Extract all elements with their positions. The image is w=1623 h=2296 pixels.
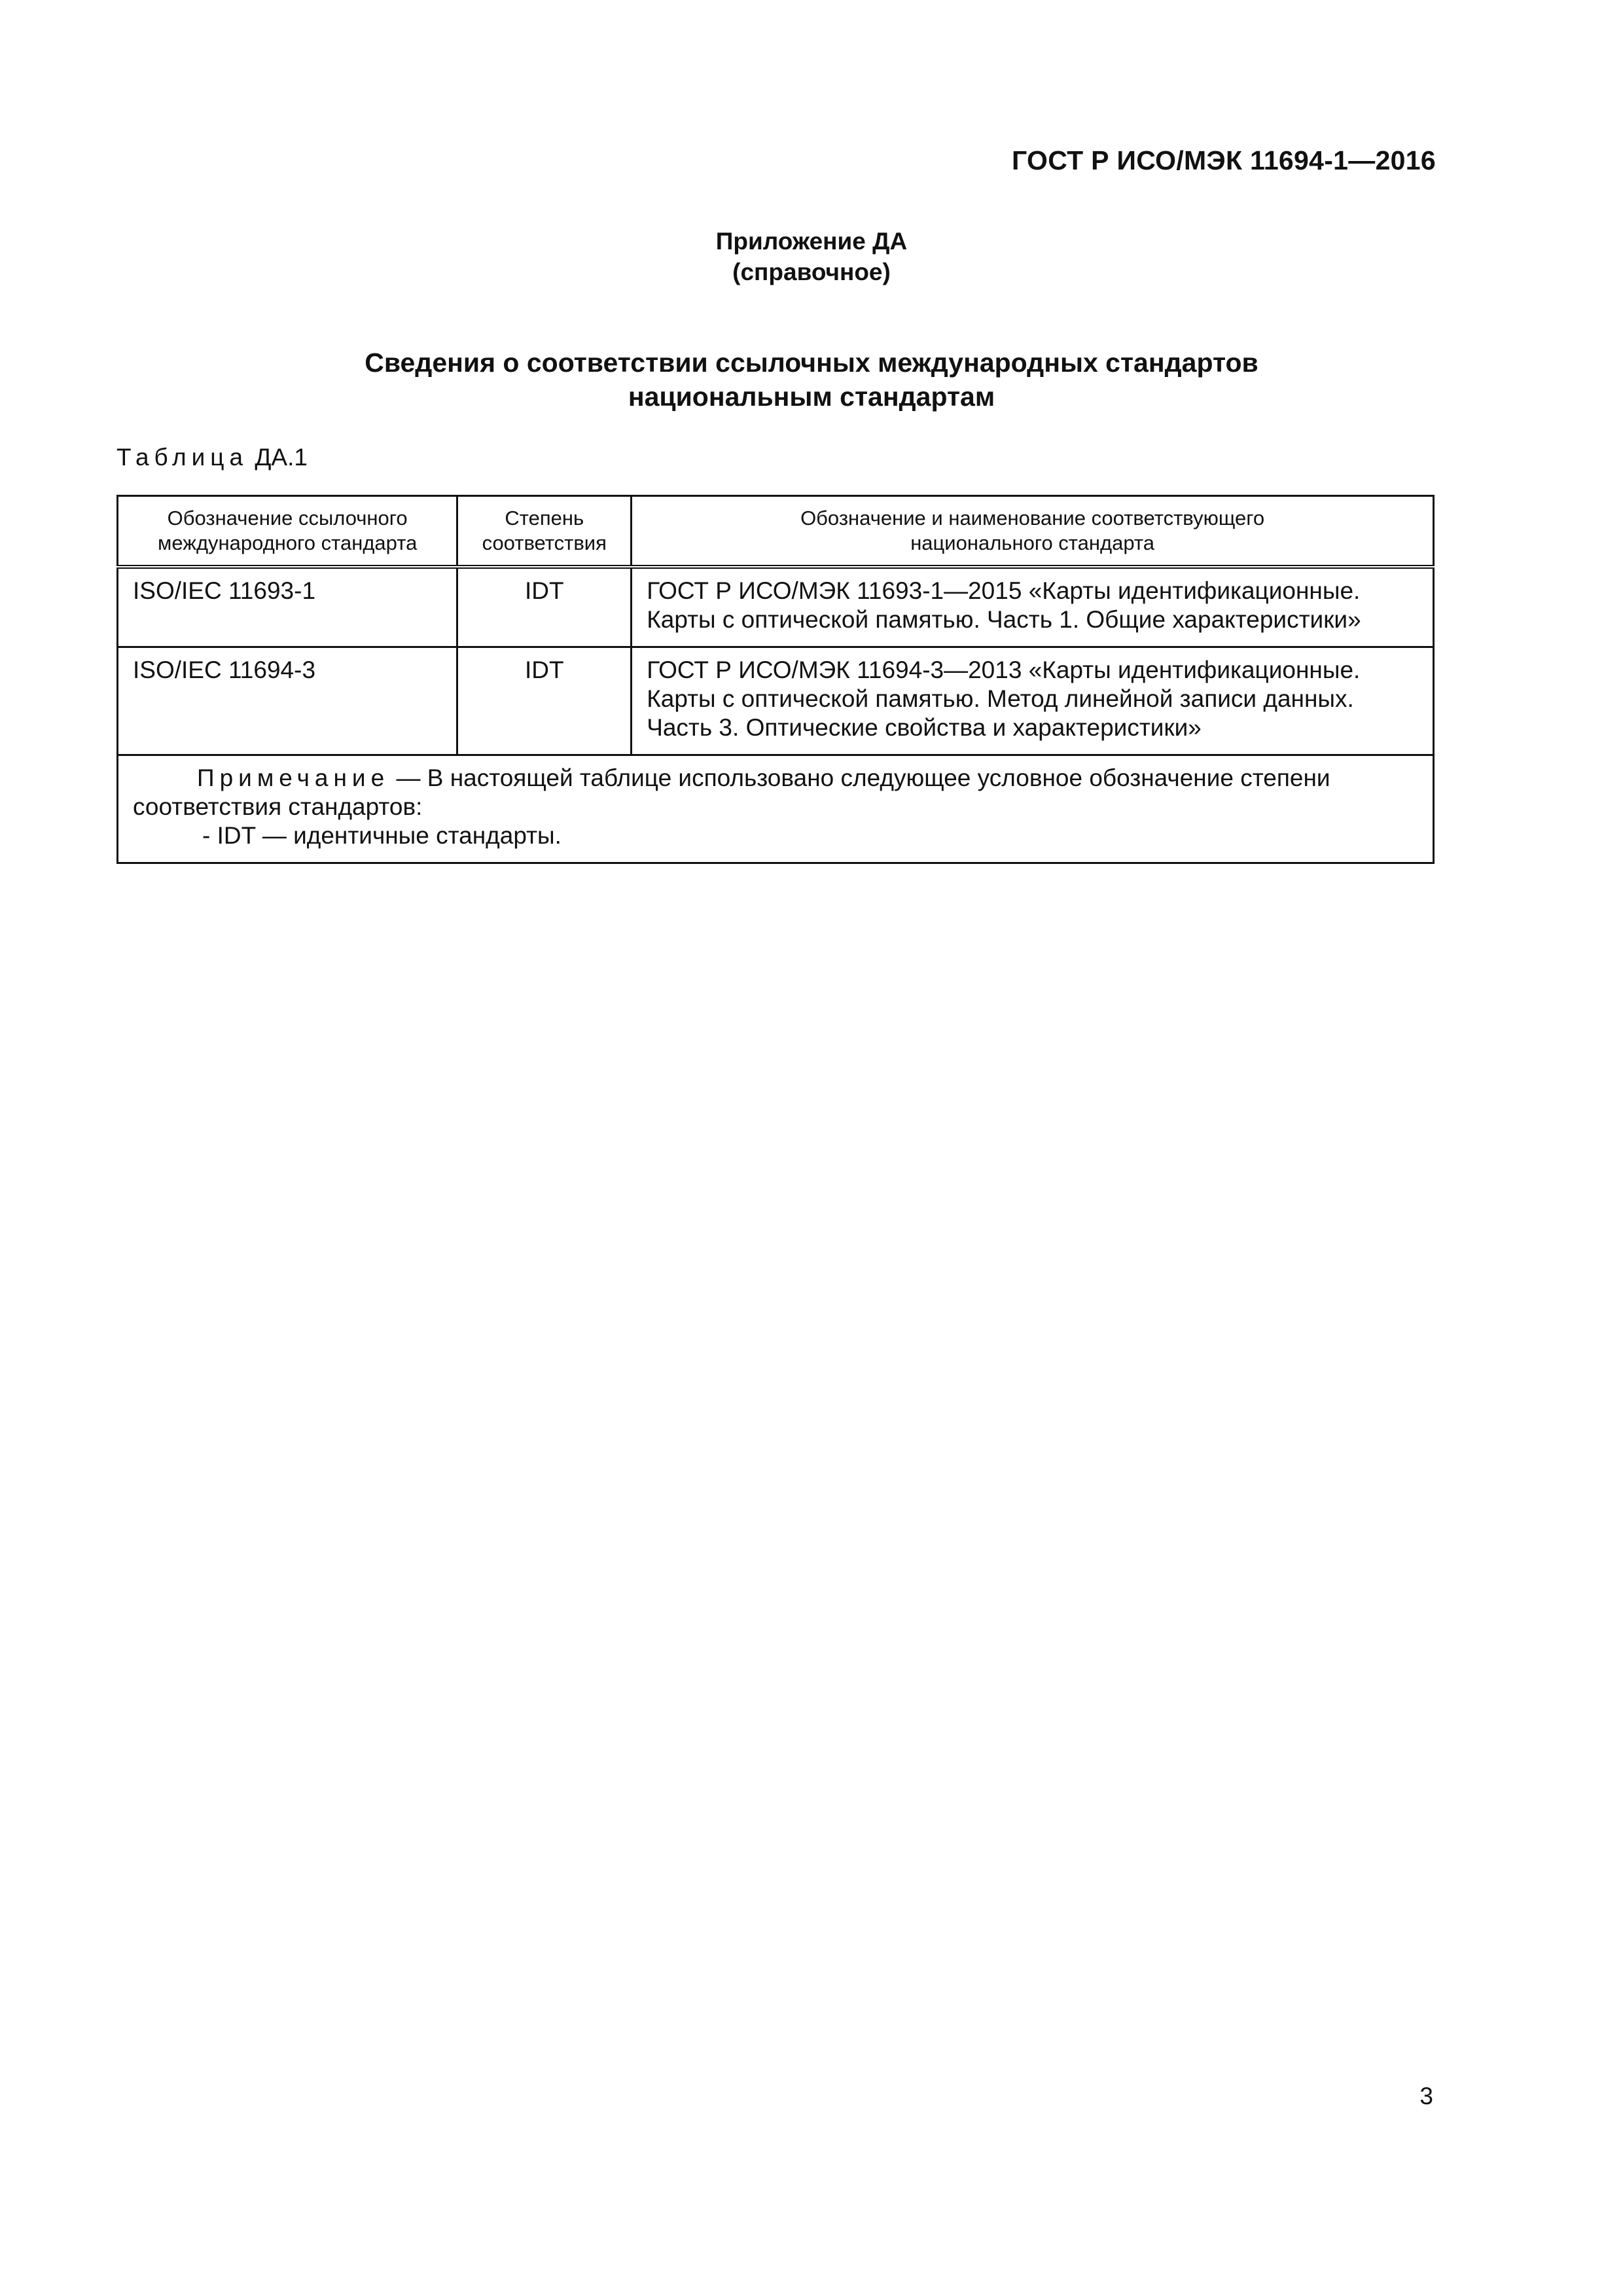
appendix-label: Приложение ДА <box>715 228 908 255</box>
cell-national: ГОСТ Р ИСО/МЭК 11694-3—2013 «Карты идентификационные. Карты с оптической памятью. Метод линейной записи данных. Часть 3. Оптические свойства и характеристики» <box>632 647 1434 755</box>
note-item: - IDT — идентичные стандарты. <box>202 822 562 849</box>
cell-national: ГОСТ Р ИСО/МЭК 11693-1—2015 «Карты идентификационные. Карты с оптической памятью. Часть 1. Общие характеристики» <box>632 567 1434 647</box>
table-caption-word: Таблица <box>116 444 249 471</box>
table-note <box>118 755 1434 863</box>
note-text: — В настоящей таблице использовано следующее условное обозначение степени соответствия стандартов: <box>133 764 1330 820</box>
table-caption-number: ДА.1 <box>255 444 308 471</box>
table-header-row <box>118 496 1434 567</box>
appendix-title-line-1: Сведения о соответствии ссылочных международных стандартов <box>365 348 1258 378</box>
appendix-type: (справочное) <box>732 259 891 285</box>
table-note-row <box>118 755 1434 863</box>
note-label: Примечание <box>197 764 390 791</box>
appendix-title <box>0 346 1623 414</box>
document-code: ГОСТ Р ИСО/МЭК 11694-1—2016 <box>1012 145 1436 175</box>
header-national-standard: Обозначение и наименование соответствующего национального стандарта <box>632 496 1434 567</box>
appendix-heading <box>0 226 1623 287</box>
cell-reference: ISO/IEC 11693-1 <box>118 567 457 647</box>
page-number: 3 <box>1419 2083 1433 2109</box>
table-row <box>118 567 1434 647</box>
header-degree: Степень соответствия <box>457 496 632 567</box>
correspondence-table <box>116 495 1435 864</box>
cell-reference: ISO/IEC 11694-3 <box>118 647 457 755</box>
appendix-title-line-2: национальным стандартам <box>628 382 995 412</box>
cell-degree: IDT <box>457 567 632 647</box>
header-reference-standard: Обозначение ссылочного международного стандарта <box>118 496 457 567</box>
cell-degree: IDT <box>457 647 632 755</box>
table-row <box>118 647 1434 755</box>
table-caption <box>116 444 308 471</box>
